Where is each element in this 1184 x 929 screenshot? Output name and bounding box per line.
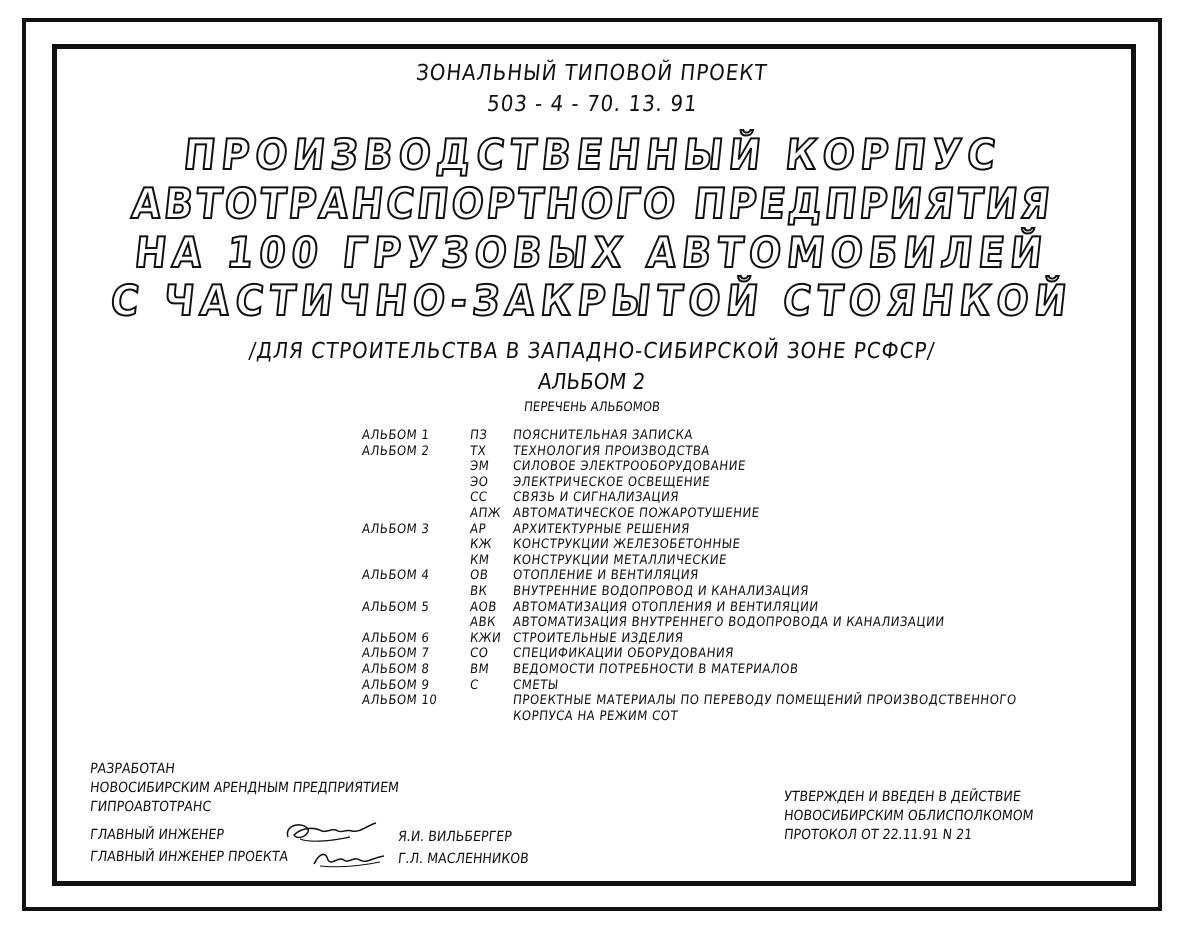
album-code: КЖ [469, 537, 493, 553]
chief-project-engineer-name: Г.Л. МАСЛЕННИКОВ [397, 851, 530, 867]
album-code: ОВ [469, 568, 490, 584]
album-code: ЭМ [469, 459, 491, 475]
chief-engineer-name: Я.И. ВИЛЬБЕРГЕР [397, 829, 513, 845]
album-description: ЭЛЕКТРИЧЕСКОЕ ОСВЕЩЕНИЕ [512, 474, 711, 490]
album-description: ПОЯСНИТЕЛЬНАЯ ЗАПИСКА [512, 428, 694, 443]
project-number: 503 - 4 - 70. 13. 91 [485, 92, 699, 117]
subtitle: /ДЛЯ СТРОИТЕЛЬСТВА В ЗАПАДНО-СИБИРСКОЙ ЗОНЕ РСФСР/ [247, 339, 937, 364]
list-title: ПЕРЕЧЕНЬ АЛЬБОМОВ [523, 400, 661, 415]
album-description: АВТОМАТИЗАЦИЯ ВНУТРЕННЕГО ВОДОПРОВОДА И КАНАЛИЗАЦИИ [512, 615, 946, 631]
album-code: ТХ [469, 443, 487, 459]
album-label: АЛЬБОМ 5 [361, 599, 431, 615]
album-code: СО [469, 646, 490, 662]
developer-name: ГИПРОАВТОТРАНС [89, 799, 212, 815]
album-code: АВК [469, 615, 497, 631]
chief-engineer-signature [280, 815, 390, 847]
developer-label: РАЗРАБОТАН [89, 761, 176, 777]
album-label: АЛЬБОМ 8 [361, 661, 431, 677]
chief-engineer-role: ГЛАВНЫЙ ИНЖЕНЕР [89, 827, 225, 843]
album-label: АЛЬБОМ 3 [361, 521, 431, 537]
title-line-2: АВТОТРАНСПОРТНОГО ПРЕДПРИЯТИЯ [129, 179, 1055, 228]
album-number: АЛЬБОМ 2 [537, 370, 647, 395]
album-description: ПРОЕКТНЫЕ МАТЕРИАЛЫ ПО ПЕРЕВОДУ ПОМЕЩЕНИЙ ПРОИЗВОДСТВЕННОГО [512, 693, 1018, 709]
album-description: СВЯЗЬ И СИГНАЛИЗАЦИЯ [512, 490, 680, 506]
project-type: ЗОНАЛЬНЫЙ ТИПОВОЙ ПРОЕКТ [415, 61, 769, 86]
album-code: АОВ [469, 599, 498, 615]
album-code: ВК [469, 583, 489, 599]
album-description: СИЛОВОЕ ЭЛЕКТРООБОРУДОВАНИЕ [512, 459, 747, 475]
developer-org: НОВОСИБИРСКИМ АРЕНДНЫМ ПРЕДПРИЯТИЕМ [89, 780, 400, 796]
album-label: АЛЬБОМ 1 [361, 428, 431, 443]
album-description: СТРОИТЕЛЬНЫЕ ИЗДЕЛИЯ [512, 630, 685, 646]
album-code: КМ [469, 552, 491, 568]
album-label: АЛЬБОМ 7 [361, 646, 431, 662]
album-description: КОНСТРУКЦИИ ЖЕЛЕЗОБЕТОННЫЕ [512, 537, 742, 553]
album-label: АЛЬБОМ 4 [361, 568, 431, 584]
album-description: КОРПУСА НА РЕЖИМ СОТ [512, 708, 679, 724]
album-code: С [469, 677, 480, 693]
chief-project-engineer-signature [310, 846, 390, 870]
album-label: АЛЬБОМ 2 [361, 443, 431, 459]
album-label: АЛЬБОМ 9 [361, 677, 431, 693]
album-code: АПЖ [469, 505, 502, 521]
album-code: ПЗ [469, 428, 489, 443]
album-description: ВНУТРЕННИЕ ВОДОПРОВОД И КАНАЛИЗАЦИЯ [512, 583, 810, 599]
album-description: АВТОМАТИЗАЦИЯ ОТОПЛЕНИЯ И ВЕНТИЛЯЦИИ [512, 599, 820, 615]
album-description: СПЕЦИФИКАЦИИ ОБОРУДОВАНИЯ [512, 646, 735, 662]
title-line-3: НА 100 ГРУЗОВЫХ АВТОМОБИЛЕЙ [132, 228, 1052, 277]
album-description: АРХИТЕКТУРНЫЕ РЕШЕНИЯ [512, 521, 691, 537]
album-code: ВМ [469, 661, 490, 677]
approval-line-2: НОВОСИБИРСКИМ ОБЛИСПОЛКОМОМ [783, 808, 1035, 824]
album-code: АР [469, 521, 487, 537]
album-description: СМЕТЫ [512, 677, 560, 693]
album-label: АЛЬБОМ 6 [361, 630, 431, 646]
album-code: СС [469, 490, 489, 506]
album-description: ТЕХНОЛОГИЯ ПРОИЗВОДСТВА [512, 443, 711, 459]
approval-line-3: ПРОТОКОЛ ОТ 22.11.91 N 21 [783, 827, 973, 843]
title-line-1: ПРОИЗВОДСТВЕННЫЙ КОРПУС [181, 130, 1004, 179]
album-code: ЭО [469, 474, 490, 490]
chief-project-engineer-role: ГЛАВНЫЙ ИНЖЕНЕР ПРОЕКТА [89, 849, 289, 865]
album-label: АЛЬБОМ 10 [361, 693, 439, 709]
album-description: ОТОПЛЕНИЕ И ВЕНТИЛЯЦИЯ [512, 568, 700, 584]
album-description: ВЕДОМОСТИ ПОТРЕБНОСТИ В МАТЕРИАЛОВ [512, 661, 800, 677]
approval-line-1: УТВЕРЖДЕН И ВВЕДЕН В ДЕЙСТВИЕ [783, 789, 1022, 805]
album-description: АВТОМАТИЧЕСКОЕ ПОЖАРОТУШЕНИЕ [512, 505, 761, 521]
title-line-4: С ЧАСТИЧНО-ЗАКРЫТОЙ СТОЯНКОЙ [108, 276, 1076, 325]
album-code: КЖИ [469, 630, 502, 646]
album-description: КОНСТРУКЦИИ МЕТАЛЛИЧЕСКИЕ [512, 552, 728, 568]
